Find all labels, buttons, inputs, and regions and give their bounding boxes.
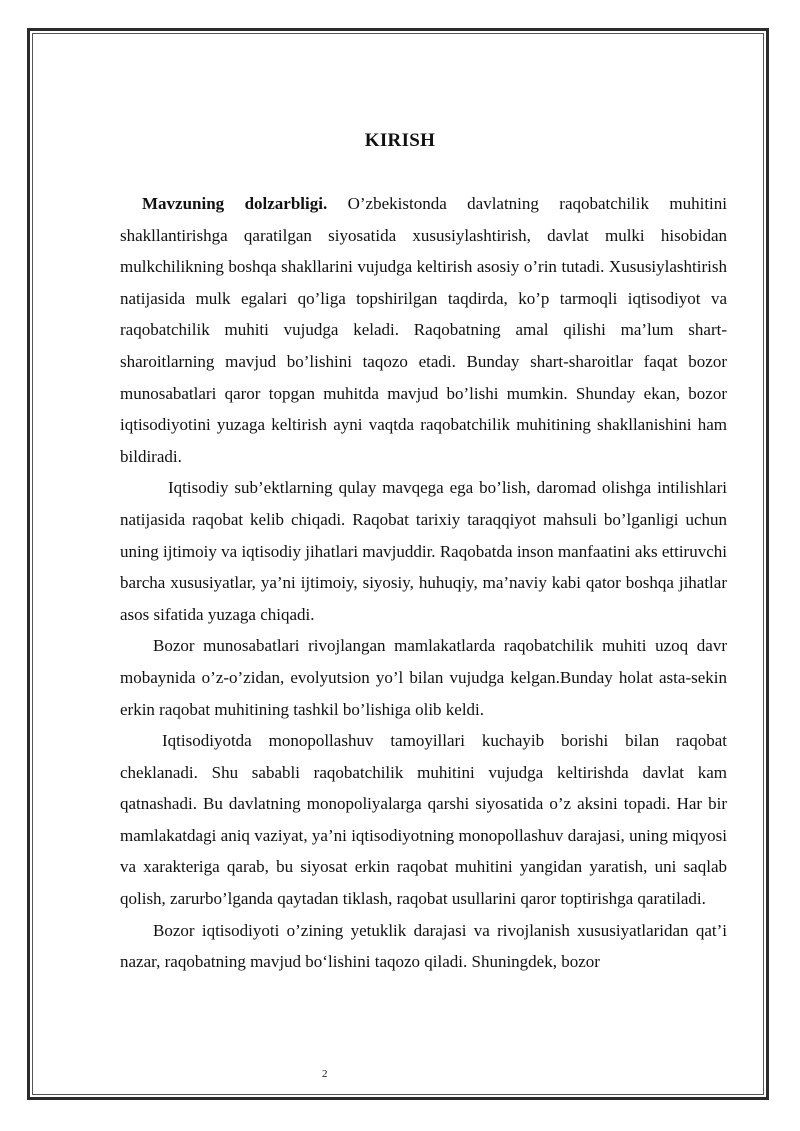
paragraph: Bozor iqtisodiyoti o’zining yetuklik darajasi va rivojlanish xususiyatlaridan qat’i nazar, raqobatning mavjud bo‘lishini taqozo qiladi. Shuningdek, bozor [120, 920, 727, 972]
paragraph: Bozor munosabatlari rivojlangan mamlakatlarda raqobatchilik muhiti uzoq davr mobaynida o’z-o’zidan, evolyutsion yo’l bilan vujudga kelgan.Bunday holat asta-sekin erkin raqobat muhitining tashkil bo’lishiga olib keldi. [120, 636, 727, 719]
page-title: KIRISH [364, 130, 436, 151]
paragraph-relevance [120, 188, 727, 472]
page-number: 2 [322, 1068, 328, 1080]
paragraph: Iqtisodiyotda monopollashuv tamoyillari kuchayib borishi bilan raqobat cheklanadi. Shu sababli raqobatchilik muhitini vujudga keltirishda davlat kam qatnashadi. Bu davlatning monopoliyalarga qarshi siyosatida o’z aksini topadi. Har bir mamlakatdagi aniq vaziyat, ya’ni iqtisodiyotning monopollashuv darajasi, uning miqyosi va xarakteriga qarab, bu siyosat erkin raqobat muhitini yangidan yaratish, uni saqlab qolish, zarurbo’lganda qaytadan tiklash, raqobat usullarini qaror toptirishga qaratiladi. [120, 731, 727, 909]
paragraph: Iqtisodiy sub’ektlarning qulay mavqega ega bo’lish, daromad olishga intilishlari natijasida raqobat kelib chiqadi. Raqobat tarixiy taraqqiyot mahsuli bo’lganligi uchun uning ijtimoiy va iqtisodiy jihatlari mavjuddir. Raqobatda inson manfaatini aks ettiruvchi barcha xususiyatlar, ya’ni ijtimoiy, siyosiy, huhuqiy, ma’naviy kabi qator boshqa jihatlar asos sifatida yuzaga chiqadi. [120, 478, 727, 624]
paragraph-text: O’zbekistonda davlatning raqobatchilik muhitini shakllantirishga qaratilgan siyosatida xususiylashtirish, davlat mulki hisobidan mulkchilikning boshqa shakllarini vujudga keltirish asosiy o’rin tutadi. Xususiylashtirish natijasida mulk egalari qo’liga topshirilgan taqdirda, ko’p tarmoqli iqtisodiyot va raqobatchilik muhiti vujudga keladi. Raqobatning amal qilishi ma’lum shart-sharoitlarning mavjud bo’lishini taqozo etadi. Bunday shart-sharoitlar faqat bozor munosabatlari qaror topgan muhitda mavjud bo’lishi mumkin. Shunday ekan, bozor iqtisodiyotini yuzaga keltirish ayni vaqtda raqobatchilik muhitining shakllanishini ham bildiradi. [120, 194, 727, 466]
document-body [120, 188, 727, 978]
paragraph-lead: Mavzuning dolzarbligi. [142, 194, 328, 213]
